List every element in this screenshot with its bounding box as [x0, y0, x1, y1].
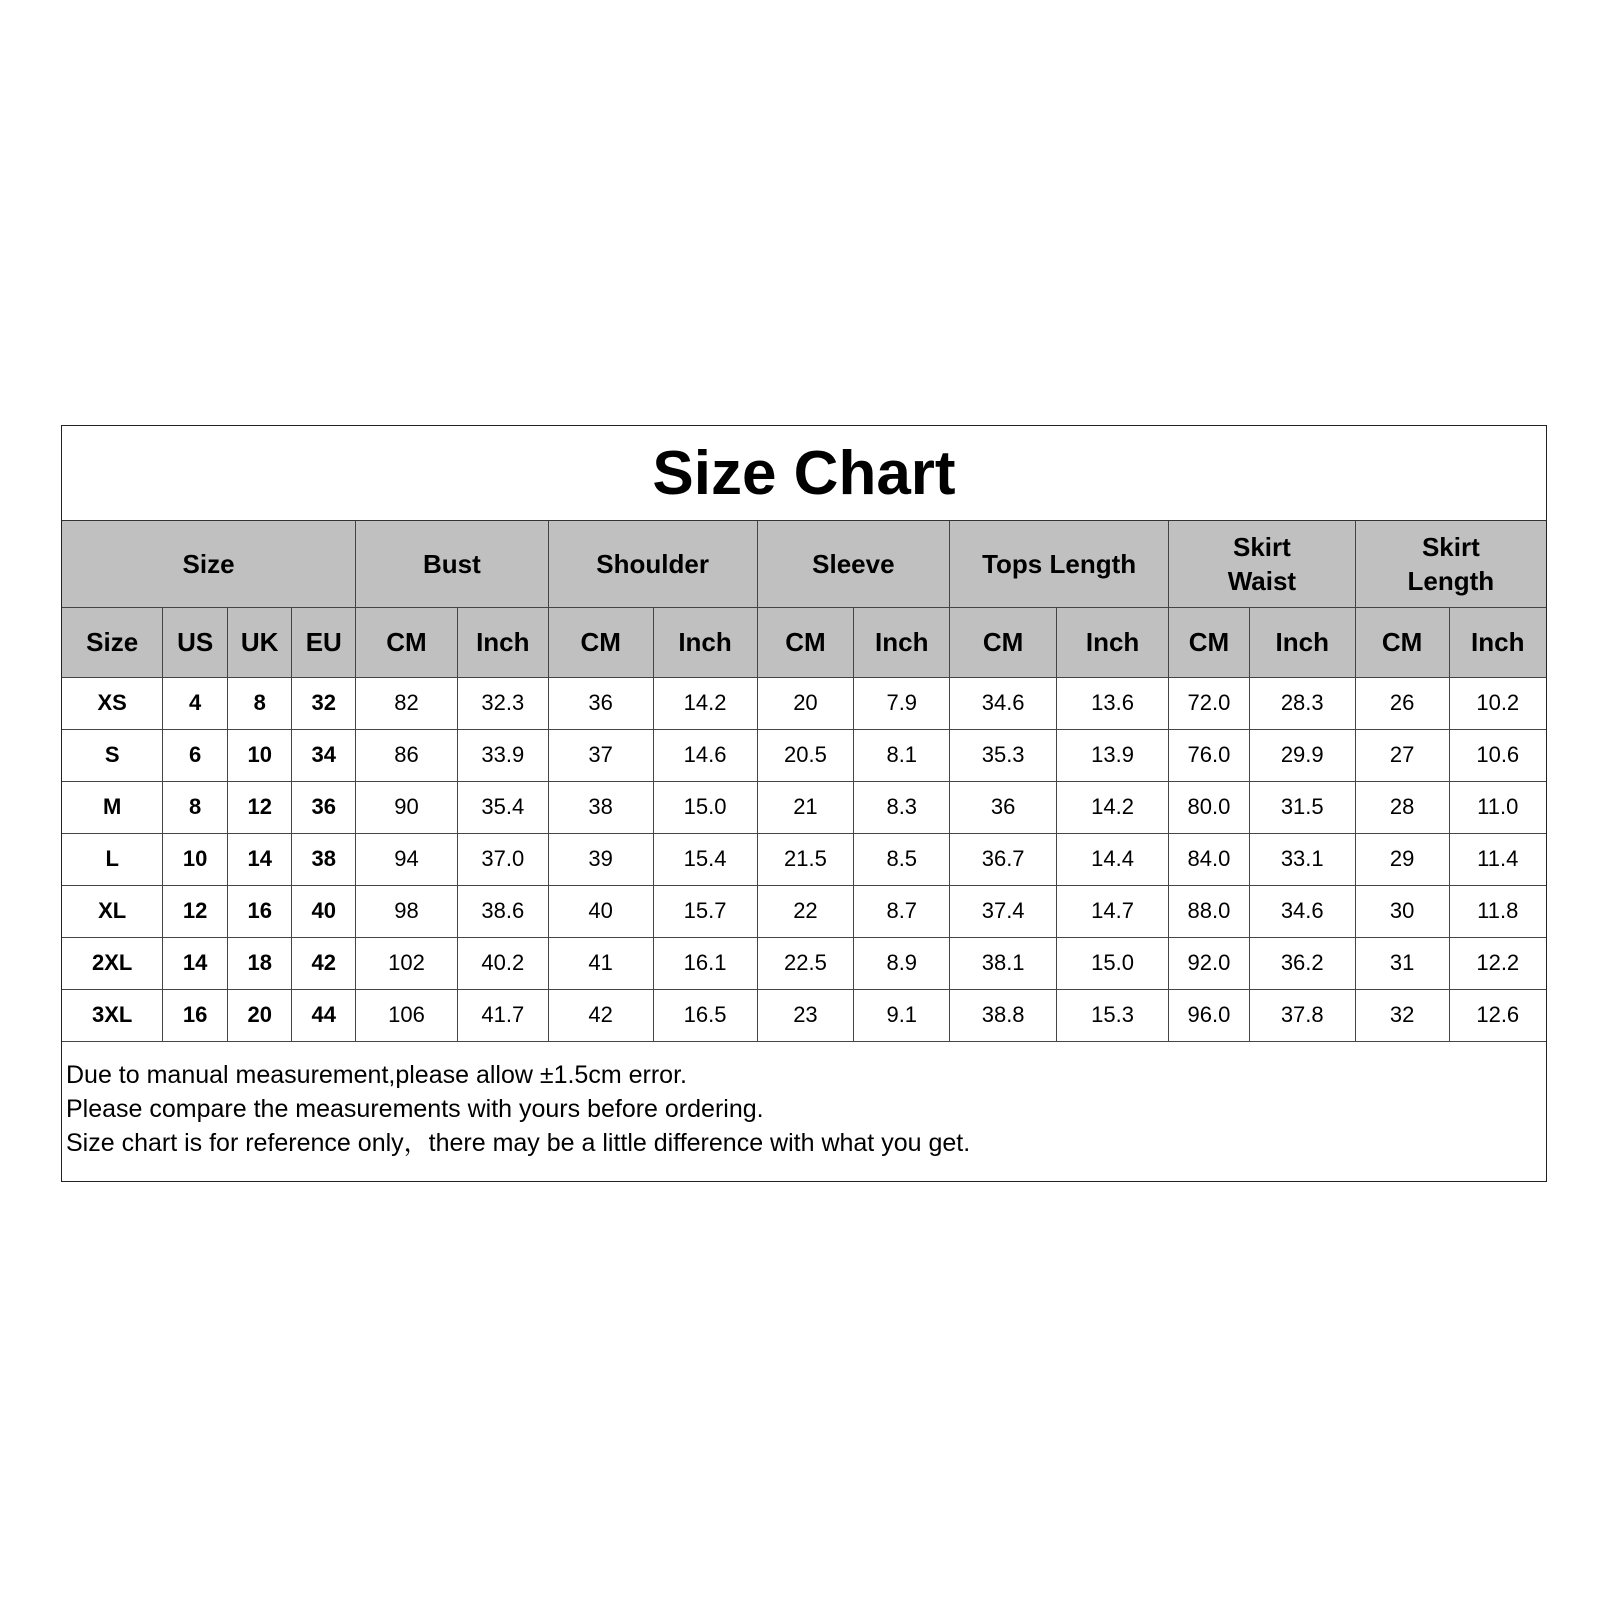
sub-header: Inch [854, 607, 950, 677]
table-cell: 16.5 [653, 989, 757, 1041]
table-cell: 36.7 [950, 833, 1057, 885]
table-cell: 88.0 [1169, 885, 1250, 937]
group-header: Tops Length [950, 521, 1169, 607]
table-row [62, 885, 1546, 937]
table-cell: 37.8 [1249, 989, 1355, 1041]
table-cell: 8.3 [854, 781, 950, 833]
sub-header: Inch [1449, 607, 1546, 677]
table-cell: 14.6 [653, 729, 757, 781]
note-line: Due to manual measurement,please allow ±1.5cm error. [66, 1061, 687, 1089]
table-cell: 86 [356, 729, 458, 781]
table-cell: 96.0 [1169, 989, 1250, 1041]
table-row [62, 677, 1546, 729]
table-cell: 20 [227, 989, 292, 1041]
sub-header: Inch [457, 607, 548, 677]
table-cell: XS [62, 677, 163, 729]
table-cell: 35.4 [457, 781, 548, 833]
table-cell: 20 [757, 677, 854, 729]
table-cell: 90 [356, 781, 458, 833]
table-cell: 22.5 [757, 937, 854, 989]
table-cell: 4 [163, 677, 228, 729]
table-cell: 40 [292, 885, 356, 937]
table-cell: 37 [548, 729, 653, 781]
table-row [62, 833, 1546, 885]
table-cell: 76.0 [1169, 729, 1250, 781]
table-cell: 8.9 [854, 937, 950, 989]
table-cell: 8.1 [854, 729, 950, 781]
table-cell: 34.6 [1249, 885, 1355, 937]
table-cell: 14 [163, 937, 228, 989]
table-cell: 26 [1355, 677, 1449, 729]
size-table [62, 521, 1546, 1042]
table-cell: 28 [1355, 781, 1449, 833]
table-body [62, 677, 1546, 1041]
table-cell: 38 [292, 833, 356, 885]
table-cell: 8.5 [854, 833, 950, 885]
table-cell: 7.9 [854, 677, 950, 729]
table-cell: 12.2 [1449, 937, 1546, 989]
table-cell: 38.8 [950, 989, 1057, 1041]
table-cell: 14.2 [1057, 781, 1169, 833]
table-cell: 13.6 [1057, 677, 1169, 729]
sub-header: Size [62, 607, 163, 677]
table-cell: 27 [1355, 729, 1449, 781]
table-cell: 38.1 [950, 937, 1057, 989]
table-cell: 30 [1355, 885, 1449, 937]
table-cell: 10.2 [1449, 677, 1546, 729]
table-cell: 6 [163, 729, 228, 781]
group-header: Shoulder [548, 521, 757, 607]
table-cell: 34.6 [950, 677, 1057, 729]
table-cell: 36 [548, 677, 653, 729]
table-cell: 40 [548, 885, 653, 937]
table-cell: 34 [292, 729, 356, 781]
table-cell: 41 [548, 937, 653, 989]
table-cell: 15.7 [653, 885, 757, 937]
sub-header: CM [950, 607, 1057, 677]
table-cell: 16 [163, 989, 228, 1041]
table-cell: 15.4 [653, 833, 757, 885]
table-cell: 18 [227, 937, 292, 989]
sub-header: CM [356, 607, 458, 677]
table-cell: 106 [356, 989, 458, 1041]
sub-header: UK [227, 607, 292, 677]
table-cell: 80.0 [1169, 781, 1250, 833]
table-cell: 12.6 [1449, 989, 1546, 1041]
table-cell: 12 [227, 781, 292, 833]
note-line: Please compare the measurements with yours before ordering. [66, 1095, 764, 1123]
table-cell: 31.5 [1249, 781, 1355, 833]
table-cell: 22 [757, 885, 854, 937]
sub-header: CM [1355, 607, 1449, 677]
table-cell: S [62, 729, 163, 781]
table-cell: 41.7 [457, 989, 548, 1041]
table-cell: 16 [227, 885, 292, 937]
group-header: Skirt Waist [1169, 521, 1356, 607]
table-cell: 2XL [62, 937, 163, 989]
table-cell: 8 [227, 677, 292, 729]
table-cell: 10.6 [1449, 729, 1546, 781]
table-cell: 11.8 [1449, 885, 1546, 937]
table-cell: 32.3 [457, 677, 548, 729]
notes [66, 1058, 970, 1160]
table-cell: 72.0 [1169, 677, 1250, 729]
table-cell: 36 [950, 781, 1057, 833]
table-cell: 14.2 [653, 677, 757, 729]
table-cell: 92.0 [1169, 937, 1250, 989]
table-cell: 29.9 [1249, 729, 1355, 781]
table-cell: 84.0 [1169, 833, 1250, 885]
table-cell: 38 [548, 781, 653, 833]
table-cell: 8 [163, 781, 228, 833]
table-cell: 32 [1355, 989, 1449, 1041]
table-cell: 32 [292, 677, 356, 729]
table-cell: XL [62, 885, 163, 937]
table-cell: 33.1 [1249, 833, 1355, 885]
table-cell: 14.7 [1057, 885, 1169, 937]
table-cell: 102 [356, 937, 458, 989]
table-cell: 31 [1355, 937, 1449, 989]
table-cell: 37.4 [950, 885, 1057, 937]
table-row [62, 989, 1546, 1041]
table-cell: 35.3 [950, 729, 1057, 781]
table-cell: M [62, 781, 163, 833]
sub-header-row [62, 607, 1546, 677]
table-cell: 15.3 [1057, 989, 1169, 1041]
sub-header: CM [1169, 607, 1250, 677]
table-cell: 3XL [62, 989, 163, 1041]
table-cell: 42 [292, 937, 356, 989]
table-cell: 39 [548, 833, 653, 885]
group-header: Size [62, 521, 356, 607]
table-cell: 36.2 [1249, 937, 1355, 989]
table-cell: 13.9 [1057, 729, 1169, 781]
table-cell: 14 [227, 833, 292, 885]
size-chart [61, 425, 1547, 1182]
table-cell: 12 [163, 885, 228, 937]
table-cell: 10 [227, 729, 292, 781]
group-header: Bust [356, 521, 549, 607]
sub-header: Inch [653, 607, 757, 677]
table-cell: 28.3 [1249, 677, 1355, 729]
group-header-row [62, 521, 1546, 607]
sub-header: EU [292, 607, 356, 677]
table-cell: 9.1 [854, 989, 950, 1041]
table-cell: 29 [1355, 833, 1449, 885]
sub-header: CM [548, 607, 653, 677]
table-cell: 21.5 [757, 833, 854, 885]
table-cell: 98 [356, 885, 458, 937]
table-cell: 23 [757, 989, 854, 1041]
table-row [62, 781, 1546, 833]
table-row [62, 729, 1546, 781]
table-cell: 8.7 [854, 885, 950, 937]
table-cell: 42 [548, 989, 653, 1041]
table-cell: 38.6 [457, 885, 548, 937]
table-cell: 40.2 [457, 937, 548, 989]
table-cell: L [62, 833, 163, 885]
table-cell: 10 [163, 833, 228, 885]
sub-header: CM [757, 607, 854, 677]
table-cell: 20.5 [757, 729, 854, 781]
chart-title: Size Chart [62, 426, 1546, 521]
group-header: Sleeve [757, 521, 950, 607]
table-cell: 33.9 [457, 729, 548, 781]
table-cell: 16.1 [653, 937, 757, 989]
table-row [62, 937, 1546, 989]
table-cell: 82 [356, 677, 458, 729]
table-cell: 15.0 [653, 781, 757, 833]
table-cell: 11.0 [1449, 781, 1546, 833]
table-cell: 37.0 [457, 833, 548, 885]
sub-header: US [163, 607, 228, 677]
table-cell: 44 [292, 989, 356, 1041]
sub-header: Inch [1057, 607, 1169, 677]
table-cell: 14.4 [1057, 833, 1169, 885]
table-cell: 21 [757, 781, 854, 833]
table-cell: 15.0 [1057, 937, 1169, 989]
note-line: Size chart is for reference only，there may be a little difference with what you get. [66, 1129, 971, 1157]
sub-header: Inch [1249, 607, 1355, 677]
table-cell: 36 [292, 781, 356, 833]
table-cell: 11.4 [1449, 833, 1546, 885]
group-header: Skirt Length [1355, 521, 1546, 607]
table-cell: 94 [356, 833, 458, 885]
